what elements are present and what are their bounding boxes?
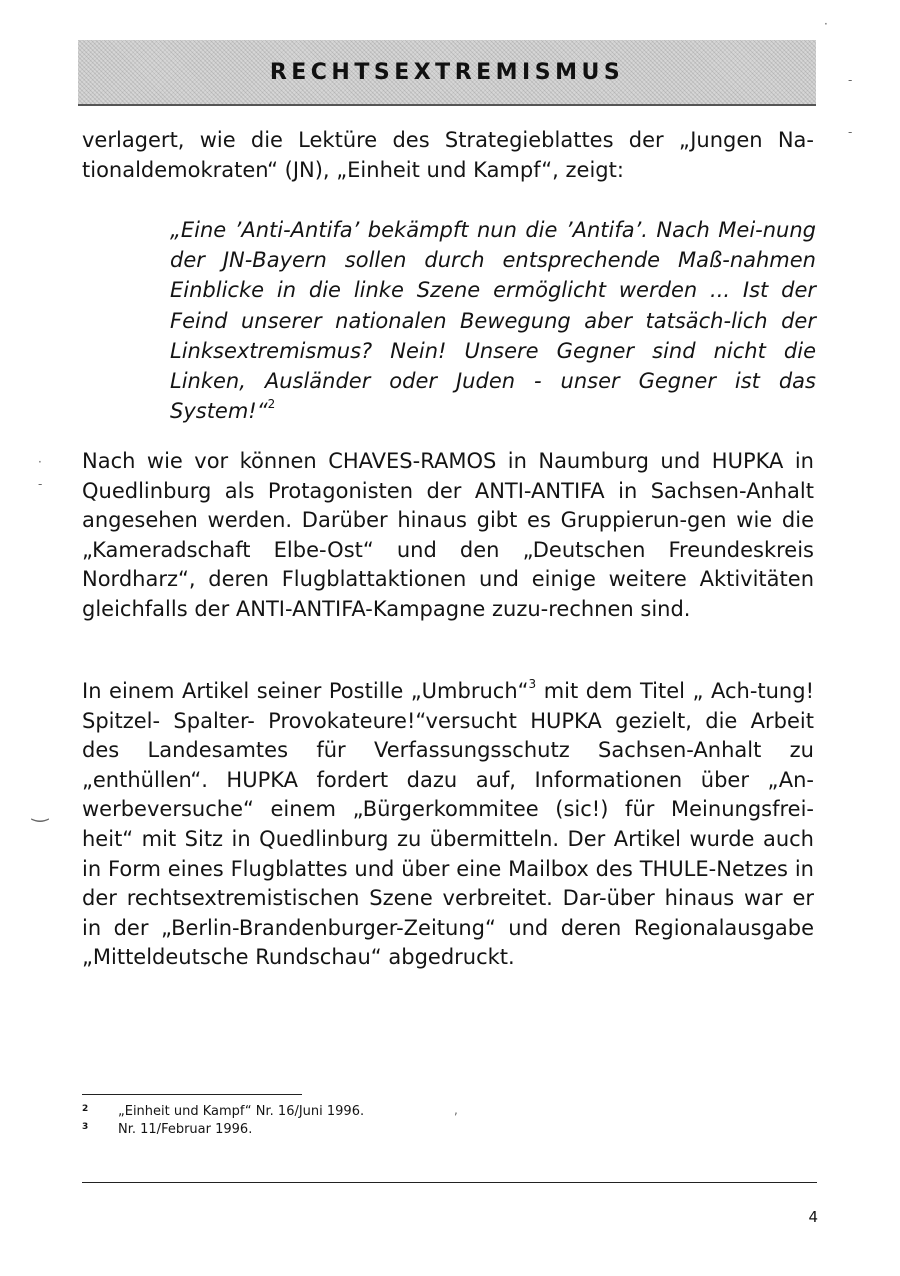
scan-mark: - [848,73,853,87]
paragraph-umbruch-article [82,677,814,973]
scan-mark: · [824,17,828,31]
footnote-item [82,1121,682,1139]
scan-mark: - [848,125,853,139]
quote-text: „Eine ’Anti-Antifa’ bekämpft nun die ’Antifa’. Nach Mei-nung der JN-Bayern sollen durch entsprechende Maß-nahmen Einblicke in die linke Szene ermöglicht werden ... Ist der Feind unserer nationalen Bewegung aber tatsäch-lich der Linksextremismus? Nein! Unsere Gegner sind nicht die Linken, Ausländer oder Juden - unser Gegner ist das System!“ [170,218,816,424]
footnote-separator [82,1094,302,1095]
paragraph-umbruch-text-rest: mit dem Titel „ Ach-tung! Spitzel- Spalter- Provokateure!“versucht HUPKA gezielt, die Arbeit des Landesamtes für Verfassungsschutz Sachsen-Anhalt zu „enthüllen“. HUPKA fordert dazu auf, Informationen über „An-werbeversuche“ einem „Bürgerkommitee (sic!) für Meinungsfrei-heit“ mit Sitz in Quedlinburg zu übermitteln. Der Artikel wurde auch in Form eines Flugblattes und über eine Mailbox des THULE-Netzes in der rechtsextremistischen Szene verbreitet. Dar-über hinaus war er in der „Berlin-Brandenburger-Zeitung“ und deren Regionalausgabe „Mitteldeutsche Rundschau“ abgedruckt. [82,679,814,970]
footnote-item [82,1103,682,1121]
footnote-number: 3 [82,1122,89,1132]
footnote-text: Nr. 11/Februar 1996. [118,1122,253,1137]
paragraph-umbruch-text-start: In einem Artikel seiner Postille „Umbruch“ [82,679,529,703]
section-title: RECHTSEXTREMISMUS [269,59,625,85]
footnote-number: 2 [82,1104,89,1114]
footnotes [82,1103,682,1139]
scan-mark: · [38,455,42,469]
footnote-text: „Einheit und Kampf“ Nr. 16/Juni 1996. [118,1104,365,1119]
scan-mark: ‿ [32,798,49,822]
section-header-banner [78,40,816,106]
block-quote [170,215,816,426]
footnote-ref-3: 3 [528,677,537,691]
paragraph-anti-antifa-protagonists: Nach wie vor können CHAVES-RAMOS in Naumburg und HUPKA in Quedlinburg als Protagonisten der ANTI-ANTIFA in Sachsen-Anhalt angesehen werden. Darüber hinaus gibt es Gruppierun-gen wie die „Kameradschaft Elbe-Ost“ und den „Deutschen Freundeskreis Nordharz“, deren Flugblattaktionen und einige weitere Aktivitäten gleichfalls der ANTI-ANTIFA-Kampagne zuzu-rechnen sind. [82,449,814,621]
scan-mark: - [38,477,43,491]
page-number: 4 [808,1208,818,1226]
footnote-ref-2: 2 [267,397,276,412]
page-bottom-rule [82,1182,817,1183]
scan-mark: , [454,1103,458,1117]
intro-paragraph: verlagert, wie die Lektüre des Strategieblattes der „Jungen Na-tionaldemokraten“ (JN), „Einheit und Kampf“, zeigt: [82,128,814,182]
